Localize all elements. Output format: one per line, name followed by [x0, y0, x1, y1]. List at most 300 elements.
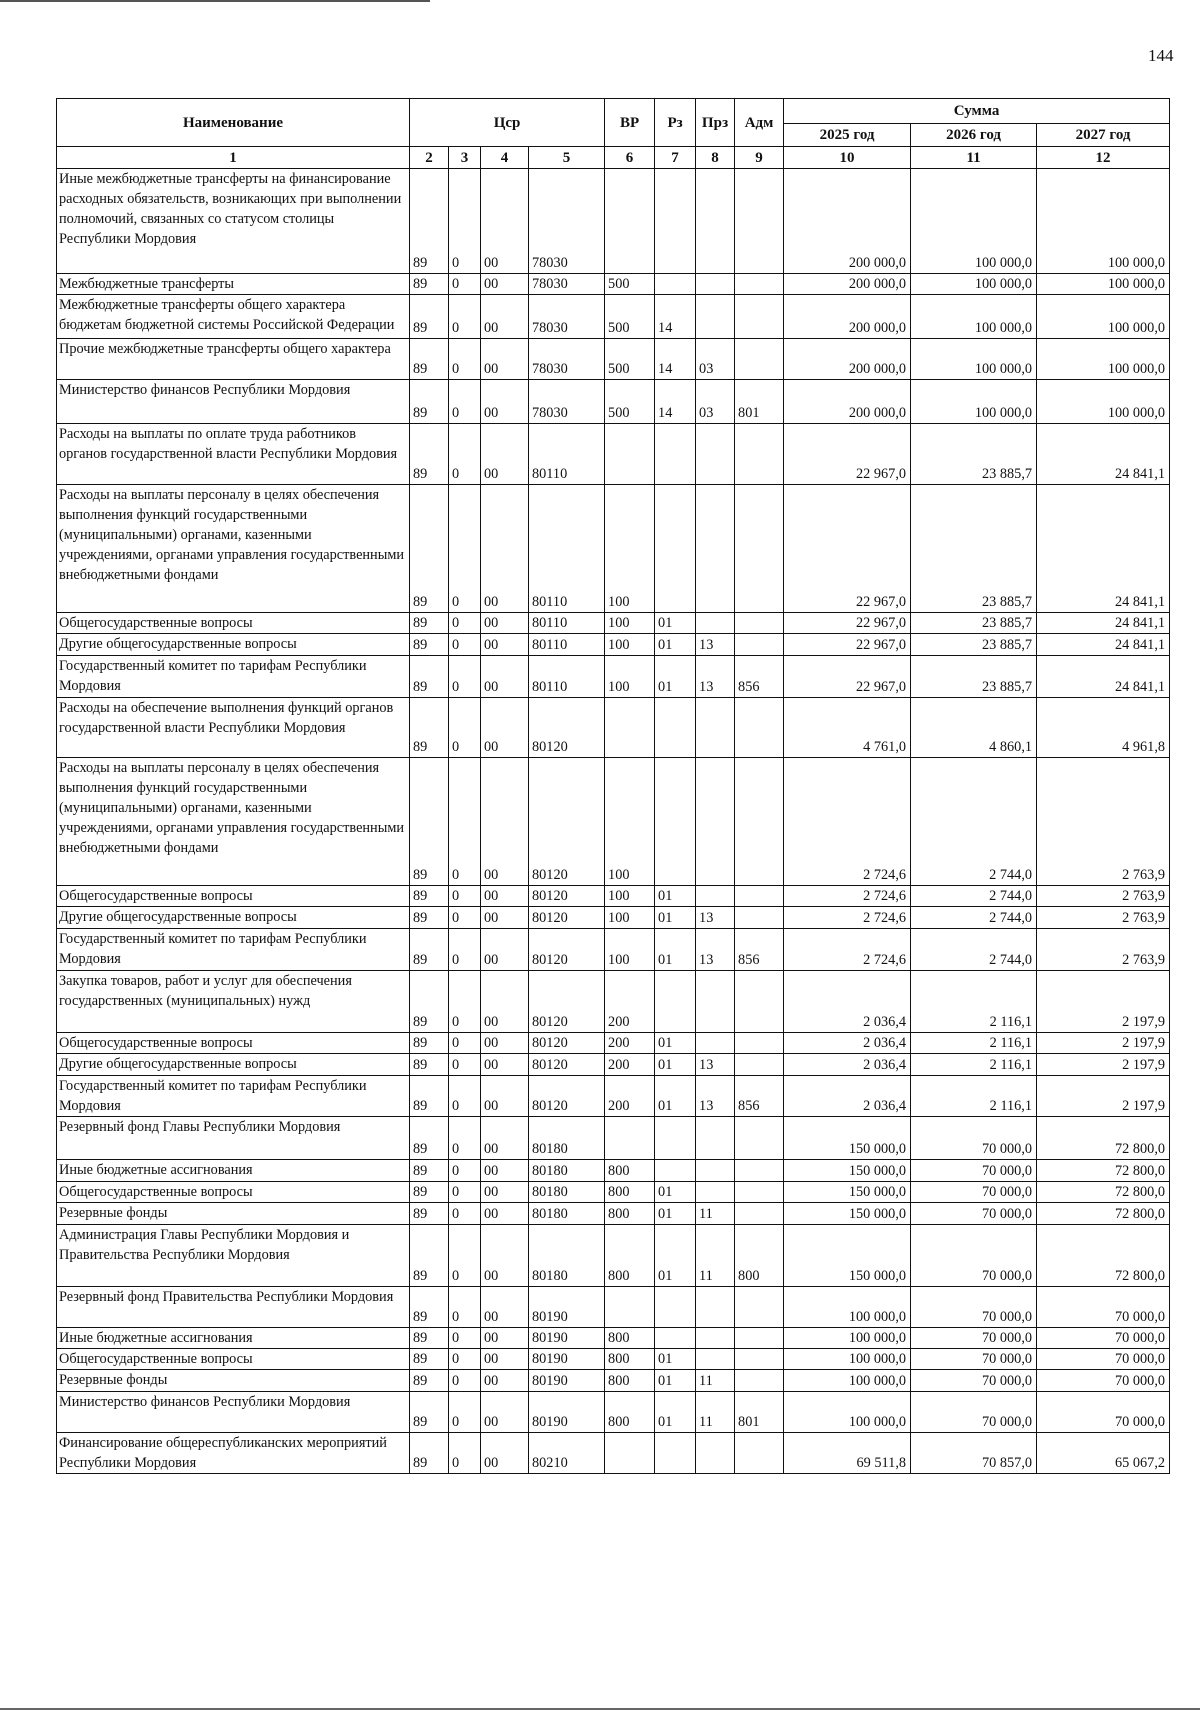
column-number: 10 [784, 147, 911, 169]
cell-sum-2027: 100 000,0 [1037, 295, 1170, 339]
cell-code-1: 89 [410, 656, 449, 698]
header-year-2027: 2027 год [1037, 124, 1170, 147]
cell-adm [735, 485, 784, 613]
cell-code-2: 0 [449, 907, 481, 929]
cell-sum-2027: 2 763,9 [1037, 907, 1170, 929]
cell-adm [735, 971, 784, 1033]
cell-rz: 01 [655, 1182, 696, 1203]
cell-sum-2026: 70 000,0 [911, 1370, 1037, 1392]
cell-prz [696, 1160, 735, 1182]
cell-vr: 800 [605, 1370, 655, 1392]
cell-sum-2027: 100 000,0 [1037, 380, 1170, 424]
cell-code-2: 0 [449, 1117, 481, 1160]
cell-code-1: 89 [410, 295, 449, 339]
cell-vr: 100 [605, 886, 655, 907]
cell-code-1: 89 [410, 274, 449, 295]
cell-sum-2027: 100 000,0 [1037, 339, 1170, 380]
cell-name: Государственный комитет по тарифам Республики Мордовия [57, 656, 410, 698]
cell-sum-2025: 2 724,6 [784, 758, 911, 886]
cell-code-2: 0 [449, 295, 481, 339]
column-number: 11 [911, 147, 1037, 169]
cell-code-1: 89 [410, 613, 449, 634]
cell-prz [696, 1328, 735, 1349]
table-row [57, 1182, 1170, 1203]
cell-vr [605, 698, 655, 758]
cell-sum-2025: 100 000,0 [784, 1349, 911, 1370]
cell-name: Резервные фонды [57, 1203, 410, 1225]
cell-code-2: 0 [449, 929, 481, 971]
cell-sum-2027: 72 800,0 [1037, 1182, 1170, 1203]
cell-code-2: 0 [449, 424, 481, 485]
cell-vr: 100 [605, 634, 655, 656]
cell-code-1: 89 [410, 169, 449, 274]
cell-sum-2025: 150 000,0 [784, 1203, 911, 1225]
cell-rz: 14 [655, 339, 696, 380]
cell-sum-2027: 2 197,9 [1037, 1076, 1170, 1117]
cell-adm [735, 1160, 784, 1182]
cell-prz [696, 758, 735, 886]
cell-rz [655, 1433, 696, 1474]
cell-sum-2026: 23 885,7 [911, 634, 1037, 656]
cell-adm [735, 907, 784, 929]
cell-code-3: 00 [481, 1370, 529, 1392]
header-year-2025: 2025 год [784, 124, 911, 147]
cell-vr: 500 [605, 295, 655, 339]
cell-vr [605, 1433, 655, 1474]
cell-sum-2025: 2 036,4 [784, 1054, 911, 1076]
table-row [57, 1392, 1170, 1433]
cell-code-3: 00 [481, 1054, 529, 1076]
cell-vr: 800 [605, 1225, 655, 1287]
cell-rz: 01 [655, 613, 696, 634]
cell-prz [696, 1349, 735, 1370]
cell-vr: 100 [605, 929, 655, 971]
cell-prz [696, 1117, 735, 1160]
cell-rz: 01 [655, 634, 696, 656]
cell-prz [696, 698, 735, 758]
cell-code-3: 00 [481, 886, 529, 907]
cell-adm [735, 1328, 784, 1349]
cell-sum-2026: 100 000,0 [911, 380, 1037, 424]
cell-code-4: 80190 [529, 1328, 605, 1349]
header-rz: Рз [655, 99, 696, 147]
cell-code-4: 80190 [529, 1370, 605, 1392]
cell-sum-2025: 2 036,4 [784, 971, 911, 1033]
cell-vr [605, 169, 655, 274]
cell-name: Министерство финансов Республики Мордовия [57, 380, 410, 424]
cell-vr: 800 [605, 1349, 655, 1370]
cell-sum-2027: 2 197,9 [1037, 971, 1170, 1033]
cell-rz [655, 1160, 696, 1182]
cell-adm: 856 [735, 656, 784, 698]
cell-sum-2027: 100 000,0 [1037, 274, 1170, 295]
cell-rz: 01 [655, 1054, 696, 1076]
cell-adm [735, 1033, 784, 1054]
cell-code-1: 89 [410, 485, 449, 613]
cell-sum-2025: 22 967,0 [784, 656, 911, 698]
cell-code-4: 80110 [529, 485, 605, 613]
cell-sum-2026: 70 857,0 [911, 1433, 1037, 1474]
cell-sum-2025: 2 724,6 [784, 907, 911, 929]
cell-adm [735, 1203, 784, 1225]
table-row [57, 613, 1170, 634]
cell-rz: 01 [655, 1076, 696, 1117]
column-number: 3 [449, 147, 481, 169]
cell-code-3: 00 [481, 1392, 529, 1433]
cell-vr [605, 1287, 655, 1328]
cell-prz [696, 295, 735, 339]
cell-sum-2025: 69 511,8 [784, 1433, 911, 1474]
cell-rz: 01 [655, 1033, 696, 1054]
cell-sum-2027: 24 841,1 [1037, 613, 1170, 634]
cell-code-2: 0 [449, 1349, 481, 1370]
cell-code-1: 89 [410, 1033, 449, 1054]
cell-adm [735, 424, 784, 485]
cell-sum-2026: 4 860,1 [911, 698, 1037, 758]
cell-sum-2027: 4 961,8 [1037, 698, 1170, 758]
cell-code-3: 00 [481, 1203, 529, 1225]
cell-code-4: 78030 [529, 274, 605, 295]
cell-code-4: 80120 [529, 1076, 605, 1117]
cell-sum-2026: 23 885,7 [911, 424, 1037, 485]
cell-vr: 200 [605, 1054, 655, 1076]
cell-name: Резервный фонд Правительства Республики Мордовия [57, 1287, 410, 1328]
cell-rz [655, 169, 696, 274]
cell-code-1: 89 [410, 1287, 449, 1328]
cell-adm [735, 613, 784, 634]
header-csr: Цср [410, 99, 605, 147]
cell-code-1: 89 [410, 1349, 449, 1370]
cell-name: Общегосударственные вопросы [57, 1182, 410, 1203]
cell-code-1: 89 [410, 1370, 449, 1392]
cell-sum-2025: 150 000,0 [784, 1182, 911, 1203]
cell-adm [735, 1287, 784, 1328]
cell-name: Государственный комитет по тарифам Республики Мордовия [57, 1076, 410, 1117]
table-row [57, 485, 1170, 613]
cell-code-2: 0 [449, 1203, 481, 1225]
cell-adm [735, 698, 784, 758]
cell-code-3: 00 [481, 1433, 529, 1474]
cell-adm [735, 1349, 784, 1370]
cell-adm [735, 1054, 784, 1076]
table-row [57, 758, 1170, 886]
cell-vr: 100 [605, 758, 655, 886]
cell-code-4: 80190 [529, 1287, 605, 1328]
column-number: 8 [696, 147, 735, 169]
table-row [57, 1117, 1170, 1160]
cell-rz: 01 [655, 886, 696, 907]
cell-rz: 01 [655, 929, 696, 971]
table-row [57, 929, 1170, 971]
cell-name: Иные межбюджетные трансферты на финансирование расходных обязательств, возникающих при выполнении полномочий, связанных со статусом столицы Республики Мордовия [57, 169, 410, 274]
cell-code-4: 80110 [529, 656, 605, 698]
cell-code-4: 80110 [529, 634, 605, 656]
cell-code-4: 80120 [529, 929, 605, 971]
cell-name: Резервный фонд Главы Республики Мордовия [57, 1117, 410, 1160]
cell-code-3: 00 [481, 1033, 529, 1054]
cell-code-4: 80210 [529, 1433, 605, 1474]
cell-sum-2026: 23 885,7 [911, 656, 1037, 698]
cell-vr: 100 [605, 485, 655, 613]
cell-prz: 11 [696, 1225, 735, 1287]
cell-prz: 03 [696, 339, 735, 380]
cell-code-1: 89 [410, 1054, 449, 1076]
cell-vr: 800 [605, 1328, 655, 1349]
cell-vr: 100 [605, 656, 655, 698]
cell-code-2: 0 [449, 1392, 481, 1433]
cell-code-1: 89 [410, 1328, 449, 1349]
cell-sum-2026: 70 000,0 [911, 1225, 1037, 1287]
table-row [57, 295, 1170, 339]
cell-code-2: 0 [449, 1433, 481, 1474]
table-row [57, 886, 1170, 907]
cell-sum-2026: 70 000,0 [911, 1392, 1037, 1433]
cell-adm [735, 886, 784, 907]
cell-name: Государственный комитет по тарифам Республики Мордовия [57, 929, 410, 971]
cell-code-2: 0 [449, 886, 481, 907]
cell-rz [655, 1117, 696, 1160]
cell-code-2: 0 [449, 758, 481, 886]
table-body [57, 169, 1170, 1474]
cell-sum-2026: 2 744,0 [911, 886, 1037, 907]
cell-rz: 14 [655, 295, 696, 339]
table-row [57, 907, 1170, 929]
cell-code-1: 89 [410, 1182, 449, 1203]
header-prz: Прз [696, 99, 735, 147]
cell-sum-2027: 24 841,1 [1037, 634, 1170, 656]
cell-code-1: 89 [410, 1433, 449, 1474]
cell-sum-2025: 150 000,0 [784, 1160, 911, 1182]
cell-adm [735, 169, 784, 274]
cell-sum-2025: 2 036,4 [784, 1033, 911, 1054]
cell-rz [655, 485, 696, 613]
cell-sum-2025: 22 967,0 [784, 485, 911, 613]
table-row [57, 274, 1170, 295]
cell-sum-2025: 100 000,0 [784, 1287, 911, 1328]
table-row [57, 698, 1170, 758]
cell-vr: 800 [605, 1160, 655, 1182]
cell-code-1: 89 [410, 634, 449, 656]
cell-sum-2025: 200 000,0 [784, 295, 911, 339]
header-year-2026: 2026 год [911, 124, 1037, 147]
cell-prz [696, 1033, 735, 1054]
cell-sum-2027: 72 800,0 [1037, 1160, 1170, 1182]
cell-rz: 14 [655, 380, 696, 424]
cell-code-3: 00 [481, 656, 529, 698]
cell-sum-2026: 23 885,7 [911, 613, 1037, 634]
cell-code-3: 00 [481, 634, 529, 656]
column-number: 7 [655, 147, 696, 169]
cell-rz: 01 [655, 1225, 696, 1287]
cell-name: Иные бюджетные ассигнования [57, 1328, 410, 1349]
cell-code-4: 80180 [529, 1160, 605, 1182]
cell-adm [735, 295, 784, 339]
cell-code-4: 78030 [529, 380, 605, 424]
cell-code-1: 89 [410, 424, 449, 485]
table-header [57, 99, 1170, 169]
cell-code-4: 78030 [529, 295, 605, 339]
cell-code-2: 0 [449, 339, 481, 380]
cell-name: Прочие межбюджетные трансферты общего характера [57, 339, 410, 380]
cell-code-1: 89 [410, 1076, 449, 1117]
cell-code-3: 00 [481, 907, 529, 929]
cell-sum-2025: 100 000,0 [784, 1328, 911, 1349]
cell-code-3: 00 [481, 1076, 529, 1117]
cell-sum-2026: 100 000,0 [911, 169, 1037, 274]
cell-code-2: 0 [449, 698, 481, 758]
cell-prz: 13 [696, 929, 735, 971]
cell-sum-2027: 72 800,0 [1037, 1117, 1170, 1160]
cell-code-2: 0 [449, 656, 481, 698]
cell-sum-2025: 4 761,0 [784, 698, 911, 758]
cell-code-4: 80120 [529, 698, 605, 758]
cell-sum-2026: 2 744,0 [911, 758, 1037, 886]
cell-vr: 800 [605, 1203, 655, 1225]
cell-name: Другие общегосударственные вопросы [57, 1054, 410, 1076]
column-number: 1 [57, 147, 410, 169]
table-row [57, 1160, 1170, 1182]
table-row [57, 1287, 1170, 1328]
cell-sum-2025: 22 967,0 [784, 613, 911, 634]
cell-code-2: 0 [449, 485, 481, 613]
cell-sum-2025: 200 000,0 [784, 274, 911, 295]
cell-code-3: 00 [481, 424, 529, 485]
cell-code-3: 00 [481, 485, 529, 613]
cell-adm [735, 1117, 784, 1160]
cell-sum-2025: 22 967,0 [784, 424, 911, 485]
cell-prz [696, 424, 735, 485]
cell-prz [696, 485, 735, 613]
cell-sum-2026: 70 000,0 [911, 1287, 1037, 1328]
column-number: 5 [529, 147, 605, 169]
cell-code-4: 80180 [529, 1203, 605, 1225]
cell-sum-2025: 100 000,0 [784, 1392, 911, 1433]
cell-rz: 01 [655, 1370, 696, 1392]
cell-sum-2026: 2 744,0 [911, 907, 1037, 929]
cell-sum-2026: 2 744,0 [911, 929, 1037, 971]
cell-adm [735, 1370, 784, 1392]
cell-prz: 03 [696, 380, 735, 424]
cell-code-2: 0 [449, 634, 481, 656]
cell-name: Другие общегосударственные вопросы [57, 907, 410, 929]
cell-rz: 01 [655, 1203, 696, 1225]
cell-code-3: 00 [481, 698, 529, 758]
cell-prz [696, 169, 735, 274]
cell-prz: 13 [696, 907, 735, 929]
cell-code-3: 00 [481, 613, 529, 634]
header-vr: ВР [605, 99, 655, 147]
cell-vr: 500 [605, 274, 655, 295]
cell-rz: 01 [655, 656, 696, 698]
cell-name: Другие общегосударственные вопросы [57, 634, 410, 656]
cell-code-3: 00 [481, 1225, 529, 1287]
cell-name: Общегосударственные вопросы [57, 1349, 410, 1370]
cell-sum-2027: 70 000,0 [1037, 1370, 1170, 1392]
cell-code-2: 0 [449, 169, 481, 274]
cell-code-3: 00 [481, 1328, 529, 1349]
cell-code-2: 0 [449, 1160, 481, 1182]
cell-code-1: 89 [410, 971, 449, 1033]
header-adm: Адм [735, 99, 784, 147]
cell-code-1: 89 [410, 698, 449, 758]
cell-sum-2026: 70 000,0 [911, 1117, 1037, 1160]
cell-rz [655, 1328, 696, 1349]
budget-table [56, 98, 1170, 1474]
cell-vr: 500 [605, 380, 655, 424]
cell-sum-2027: 72 800,0 [1037, 1225, 1170, 1287]
cell-prz: 11 [696, 1392, 735, 1433]
column-number-row [57, 147, 1170, 169]
table-row [57, 424, 1170, 485]
table-row [57, 1370, 1170, 1392]
cell-name: Администрация Главы Республики Мордовия и Правительства Республики Мордовия [57, 1225, 410, 1287]
cell-prz: 11 [696, 1203, 735, 1225]
cell-prz: 13 [696, 1054, 735, 1076]
cell-name: Общегосударственные вопросы [57, 886, 410, 907]
cell-adm: 801 [735, 380, 784, 424]
table-row [57, 339, 1170, 380]
cell-sum-2025: 22 967,0 [784, 634, 911, 656]
table-row [57, 1203, 1170, 1225]
cell-code-4: 80120 [529, 1054, 605, 1076]
cell-prz [696, 613, 735, 634]
cell-sum-2027: 2 197,9 [1037, 1033, 1170, 1054]
cell-sum-2026: 2 116,1 [911, 1076, 1037, 1117]
cell-sum-2026: 2 116,1 [911, 971, 1037, 1033]
scan-top-edge-line [0, 0, 430, 2]
cell-rz [655, 274, 696, 295]
cell-name: Закупка товаров, работ и услуг для обеспечения государственных (муниципальных) нужд [57, 971, 410, 1033]
cell-code-2: 0 [449, 971, 481, 1033]
cell-sum-2025: 100 000,0 [784, 1370, 911, 1392]
cell-sum-2027: 72 800,0 [1037, 1203, 1170, 1225]
table-row [57, 971, 1170, 1033]
cell-code-1: 89 [410, 380, 449, 424]
cell-code-3: 00 [481, 1349, 529, 1370]
cell-sum-2027: 24 841,1 [1037, 485, 1170, 613]
cell-code-1: 89 [410, 1225, 449, 1287]
cell-sum-2026: 100 000,0 [911, 295, 1037, 339]
cell-sum-2026: 70 000,0 [911, 1203, 1037, 1225]
cell-prz [696, 886, 735, 907]
cell-rz [655, 1287, 696, 1328]
cell-adm: 801 [735, 1392, 784, 1433]
cell-sum-2027: 70 000,0 [1037, 1349, 1170, 1370]
cell-sum-2025: 150 000,0 [784, 1225, 911, 1287]
cell-code-3: 00 [481, 1182, 529, 1203]
cell-sum-2026: 70 000,0 [911, 1349, 1037, 1370]
cell-code-3: 00 [481, 1160, 529, 1182]
scan-bottom-edge-line [0, 1708, 1200, 1710]
cell-adm [735, 758, 784, 886]
cell-prz: 13 [696, 1076, 735, 1117]
table-row [57, 1433, 1170, 1474]
cell-code-4: 80180 [529, 1182, 605, 1203]
table-row [57, 1225, 1170, 1287]
cell-sum-2027: 2 763,9 [1037, 929, 1170, 971]
cell-rz: 01 [655, 1349, 696, 1370]
cell-rz [655, 758, 696, 886]
cell-adm [735, 339, 784, 380]
cell-code-4: 78030 [529, 339, 605, 380]
cell-sum-2027: 2 763,9 [1037, 886, 1170, 907]
cell-code-1: 89 [410, 1160, 449, 1182]
cell-code-1: 89 [410, 886, 449, 907]
header-sum: Сумма [784, 99, 1170, 124]
cell-sum-2025: 200 000,0 [784, 380, 911, 424]
table-row [57, 1054, 1170, 1076]
cell-code-4: 80180 [529, 1117, 605, 1160]
